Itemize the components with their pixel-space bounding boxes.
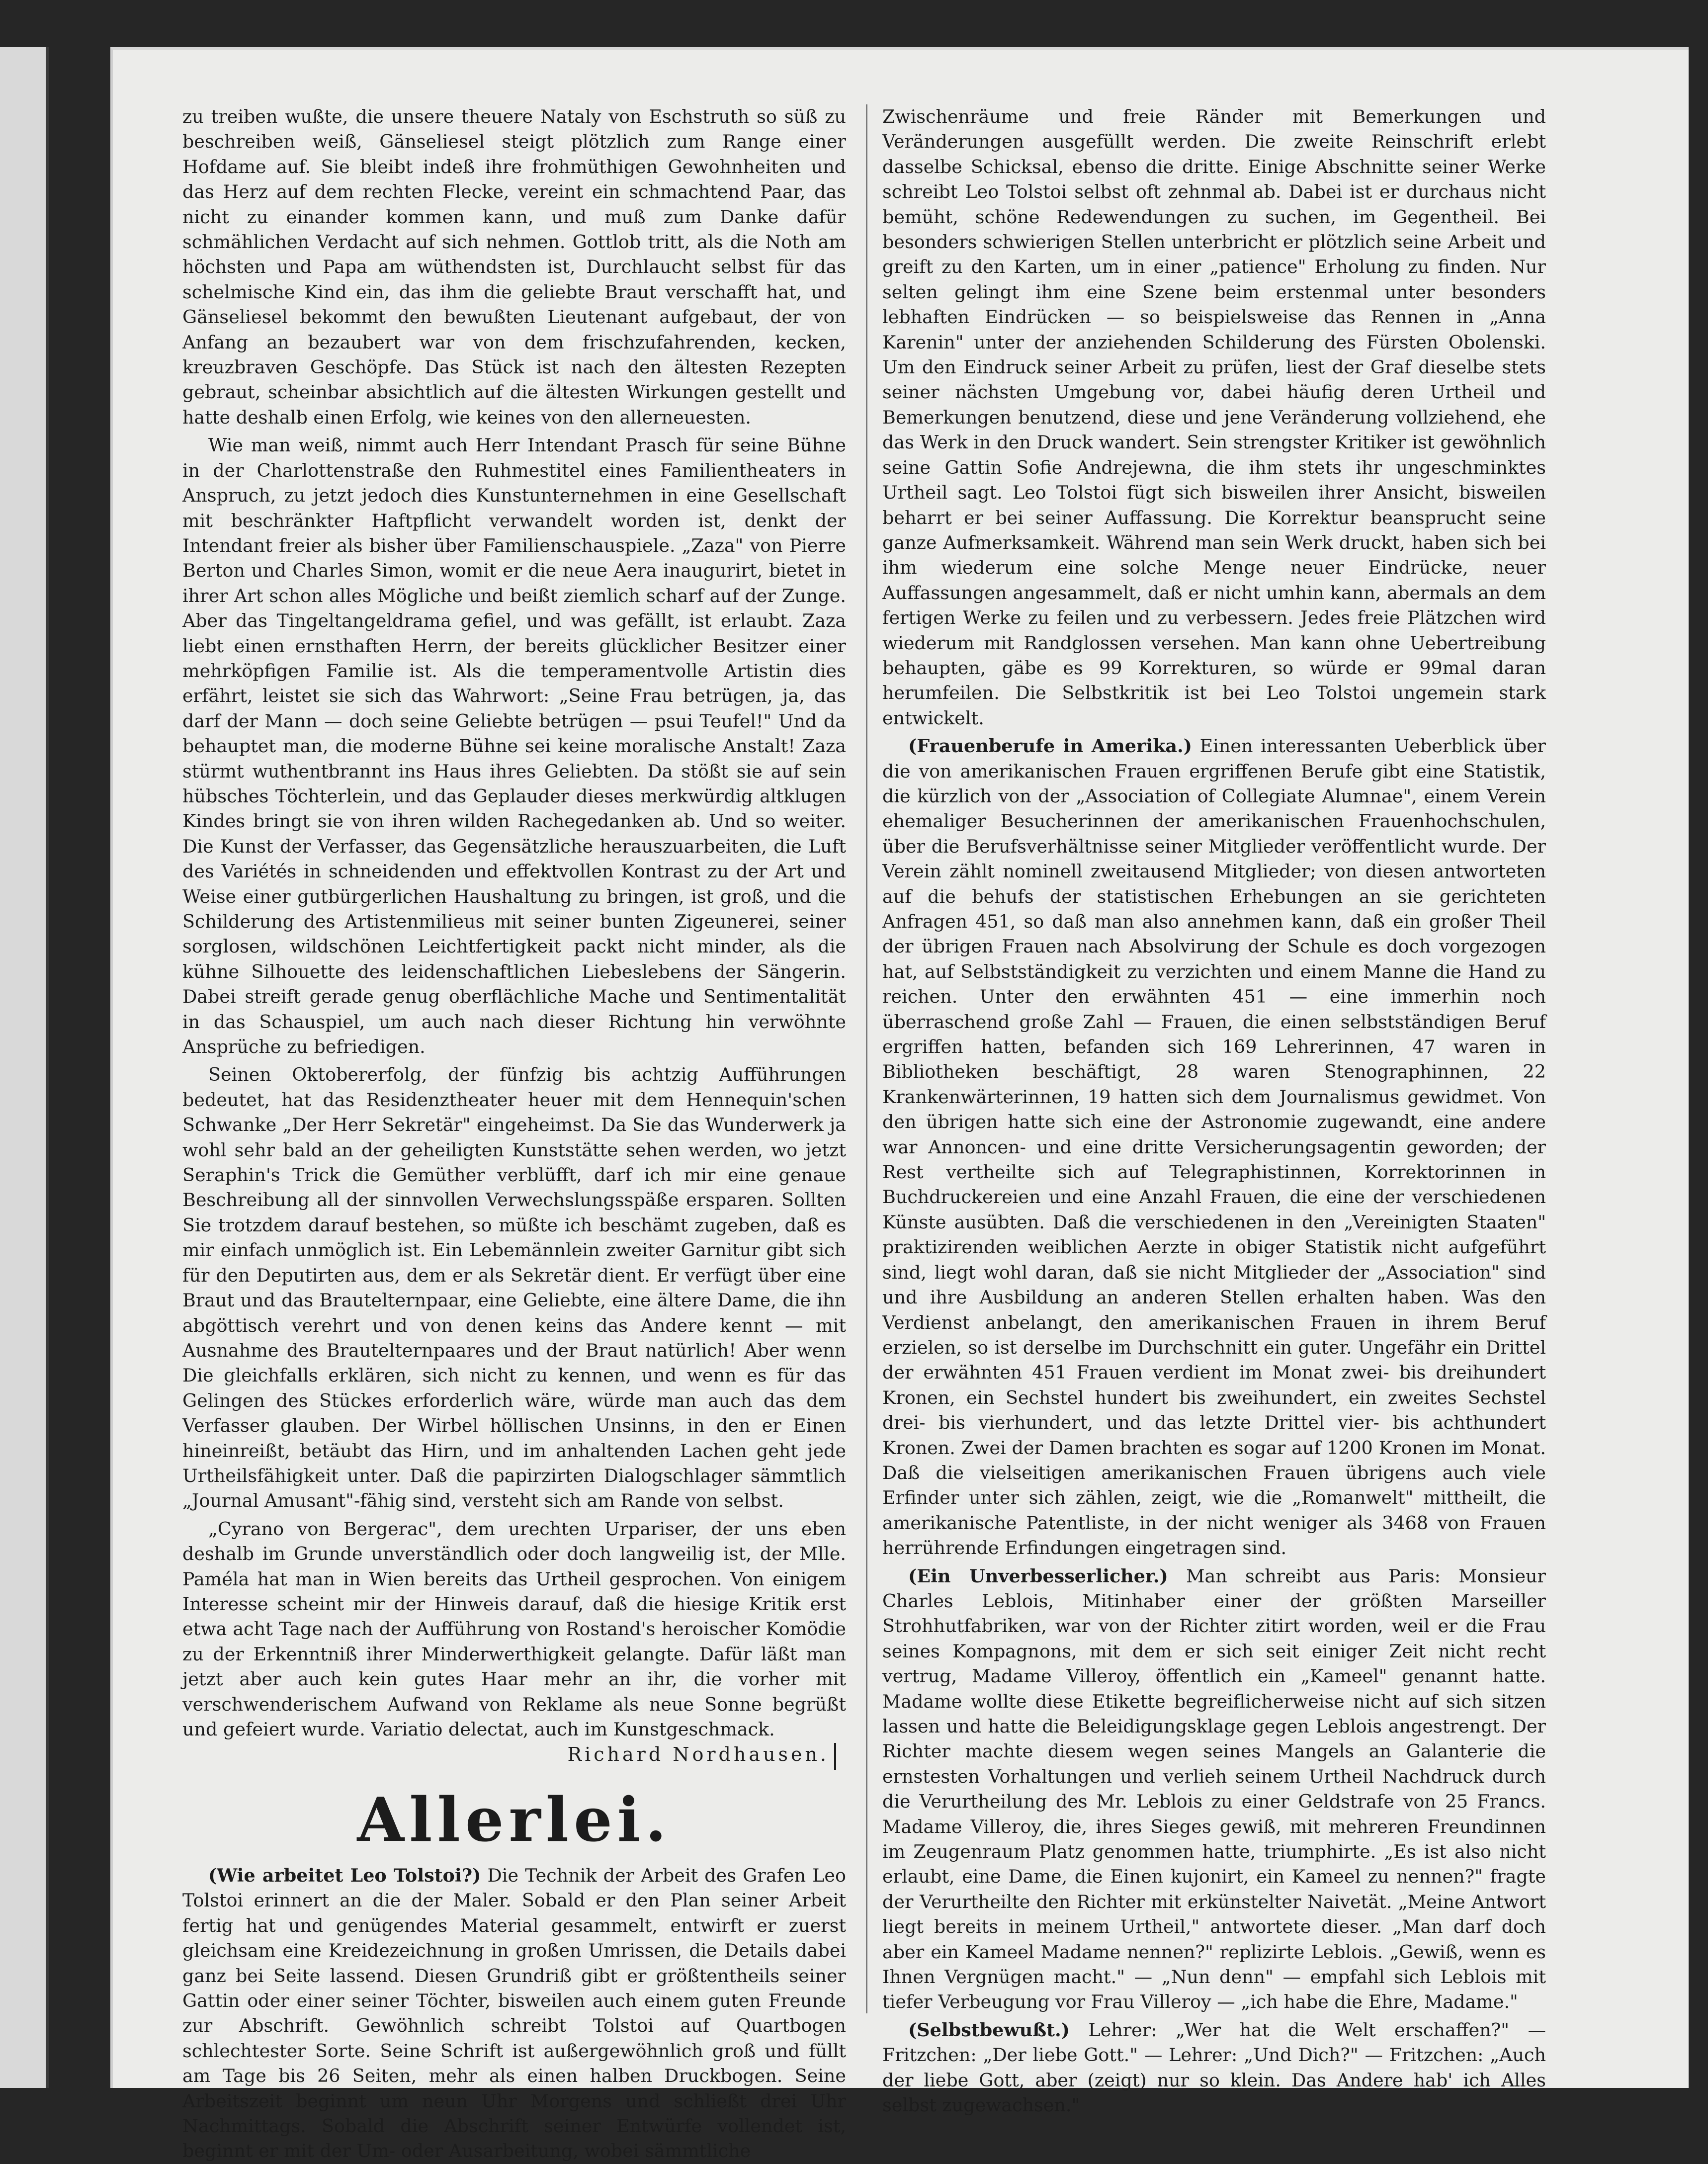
right-column <box>882 104 1546 2118</box>
article-heading: (Ein Unverbesserlicher.) <box>908 1565 1168 1587</box>
article-heading: (Wie arbeitet Leo Tolstoi?) <box>208 1864 481 1886</box>
article-selbstbewusst <box>882 2018 1546 2118</box>
paragraph: Zwischenräume und freie Ränder mit Bemerkungen und Veränderungen ausgefüllt werden. Die zweite Reinschrift erlebt dasselbe Schicksal, ebenso die dritte. Einige Abschnitte seiner Werke schreibt Leo Tolstoi selbst oft zehnmal ab. Dabei ist er durchaus nicht bemüht, schöne Redewendungen zu suchen, im Gegentheil. Bei besonders schwierigen Stellen unterbricht er plötzlich seine Arbeit und greift zu den Karten, um in einer „patience" Erholung zu finden. Nur selten gelingt ihm eine Szene beim erstenmal unter besonders lebhaften Eindrücken — so beispielsweise das Rennen in „Anna Karenin" unter der anziehenden Schilderung des Fürsten Obolenski. Um den Eindruck seiner Arbeit zu prüfen, liest der Graf dieselbe stets seiner nächsten Umgebung vor, dabei häufig deren Urtheil und Bemerkungen benutzend, diese und jene Veränderung vollziehend, ehe das Werk in den Druck wandert. Sein strengster Kritiker ist gewöhnlich seine Gattin Sofie Andrejewna, die ihm stets ihr ungeschminktes Urtheil sagt. Leo Tolstoi fügt sich bisweilen ihrer Ansicht, bisweilen beharrt er bei seiner Auffassung. Die Korrektur beansprucht seine ganze Aufmerksamkeit. Während man sein Werk druckt, haben sich bei ihm wiederum eine solche Menge neuer Eindrücke, neuer Auffassungen angesammelt, daß er nicht umhin kann, abermals an dem fertigen Werke zu feilen und zu verbessern. Jedes freie Plätzchen wird wiederum mit Randglossen versehen. Man kann ohne Uebertreibung behaupten, gäbe es 99 Korrekturen, so würde er 99mal daran herumfeilen. Die Selbstkritik ist bei Leo Tolstoi ungemein stark entwickelt. <box>882 106 1546 729</box>
paragraph: „Cyrano von Bergerac", dem urechten Urpariser, der uns eben deshalb im Grunde unverständlich oder doch langweilig ist, der Mlle. Paméla hat man in Wien bereits das Urtheil gesprochen. Von einigem Interesse scheint mir der Hinweis darauf, daß die hiesige Kritik erst etwa acht Tage nach der Aufführung von Rostand's heroischer Komödie zu der Erkenntniß ihrer Minderwerthigkeit gelangte. Dafür läßt man jetzt aber auch kein gutes Haar mehr an ihr, die vorher mit verschwenderischem Aufwand von Reklame als neue Sonne begrüßt und gefeiert wurde. Variatio delectat, auch im Kunstgeschmack. <box>182 1518 846 1740</box>
column-divider <box>866 104 867 2013</box>
end-bar <box>834 1743 836 1770</box>
article-body: Die Technik der Arbeit des Grafen Leo Tolstoi erinnert an die der Maler. Sobald er den Plan seiner Arbeit fertig hat und genügendes Material gesammelt, entwirft er zuerst gleichsam eine Kreidezeichnung in großen Umrissen, die Details dabei ganz bei Seite lassend. Diesen Grundriß gibt er größtentheils seiner Gattin oder einer seiner Töchter, bisweilen auch einem guten Freunde zur Abschrift. Gewöhnlich schreibt Tolstoi auf Quartbogen schlechtester Sorte. Seine Schrift ist außergewöhnlich groß und füllt am Tage bis 26 Seiten, mehr als einen halben Druckbogen. Seine Arbeitszeit beginnt um neun Uhr Morgens und schließt drei Uhr Nachmittags. Sobald die Abschrift seiner Entwürfe vollendet ist, beginnt er mit der Um- oder Ausarbeitung, wobei sämmtliche <box>182 1864 846 2162</box>
article-body: Einen interessanten Ueberblick über die von amerikanischen Frauen ergriffenen Berufe gibt eine Statistik, die kürzlich von der „Association of Collegiate Alumnae", einem Verein ehemaliger Besucherinnen der amerikanischen Frauenhochschulen, über die Berufsverhältnisse seiner Mitglieder veröffentlicht wurde. Der Verein zählt nominell zweitausend Mitglieder; von diesen antworteten auf die behufs der statistischen Erhebungen an sie gerichteten Anfragen 451, so daß man also annehmen kann, daß ein großer Theil der übrigen Frauen nach Absolvirung der Schule es doch vorgezogen hat, auf Selbstständigkeit zu verzichten und einem Manne die Hand zu reichen. Unter den erwähnten 451 — eine immerhin noch überraschend große Zahl — Frauen, die einen selbstständigen Beruf ergriffen hatten, befanden sich 169 Lehrerinnen, 47 waren in Bibliotheken beschäftigt, 28 waren Stenographinnen, 22 Krankenwärterinnen, 19 hatten sich dem Journalismus gewidmet. Von den übrigen hatte sich eine der Astronomie zugewandt, eine andere war Annoncen- und eine dritte Versicherungsagentin geworden; der Rest vertheilte sich auf Telegraphistinnen, Korrektorinnen in Buchdruckereien und eine Anzahl Frauen, die eine der verschiedenen Künste ausübten. Daß die verschiedenen in den „Vereinigten Staaten" praktizirenden weiblichen Aerzte in obiger Statistik nicht aufgeführt sind, liegt wohl daran, daß sie nicht Mitglieder der „Association" sind und ihre Ausbildung an anderen Stellen erhalten haben. Was den Verdienst anbelangt, den amerikanischen Frauen in ihrem Beruf erzielen, so ist derselbe im Durchschnitt ein guter. Ungefähr ein Drittel der erwähnten 451 Frauen verdient im Monat zwei- bis dreihundert Kronen, ein Sechstel hundert bis zweihundert, ein zweites Sechstel drei- bis vierhundert, und das letzte Drittel vier- bis achthundert Kronen. Zwei der Damen brachten es sogar auf 1200 Kronen im Monat. Daß die vielseitigen amerikanischen Frauen übrigens auch viele Erfinder unter sich zählen, zeigt, wie die „Romanwelt" mittheilt, die amerikanische Patentliste, in der nicht weniger als 3468 von Frauen herrührende Erfindungen eingetragen sind. <box>882 735 1546 1559</box>
paragraph: Wie man weiß, nimmt auch Herr Intendant Prasch für seine Bühne in der Charlottenstraße den Ruhmestitel eines Familientheaters in Anspruch, zu jetzt jedoch dies Kunstunternehmen in eine Gesellschaft mit beschränkter Haftpflicht verwandelt worden ist, denkt der Intendant freier als bisher über Familienschauspiele. „Zaza" von Pierre Berton und Charles Simon, womit er die neue Aera inaugurirt, bietet in ihrer Art schon alles Mögliche und beißt ziemlich scharf auf der Zunge. Aber das Tingeltangeldrama gefiel, und was gefällt, ist erlaubt. Zaza liebt einen ernsthaften Herrn, der bereits glücklicher Besitzer einer mehrköpfigen Familie ist. Als die temperamentvolle Artistin dies erfährt, leistet sie sich das Wahrwort: „Seine Frau betrügen, ja, das darf der Mann — doch seine Geliebte betrügen — psui Teufel!" Und da behauptet man, die moderne Bühne sei keine moralische Anstalt! Zaza stürmt wuthentbrannt ins Haus ihres Geliebten. Da stößt sie auf sein hübsches Töchterlein, und das Geplauder dieses merkwürdig altklugen Kindes bringt sie von ihren wilden Rachegedanken ab. Und so weiter. Die Kunst der Verfasser, das Gegensätzliche herauszuarbeiten, die Luft des Variétés in schneidenden und effektvollen Kontrast zu der Art und Weise einer gutbürgerlichen Haushaltung zu bringen, ist groß, und die Schilderung des Artistenmilieus mit seiner bunten Zigeunerei, seiner sorglosen, wildschönen Leichtfertigkeit packt nicht minder, als die kühne Silhouette des leidenschaftlichen Liebeslebens der Sängerin. Dabei streift gerade genug oberflächliche Mache und Sentimentalität in das Schauspiel, um auch nach dieser Richtung hin verwöhnte Ansprüche zu befriedigen. <box>182 434 846 1058</box>
article-heading: (Selbstbewußt.) <box>908 2019 1070 2041</box>
paragraph: Seinen Oktobererfolg, der fünfzig bis achtzig Aufführungen bedeutet, hat das Residenztheater heuer mit dem Hennequin'schen Schwanke „Der Herr Sekretär" eingeheimst. Da Sie das Wunderwerk ja wohl sehr bald an der geheiligten Kunststätte sehen werden, wo jetzt Seraphin's Trick die Gemüther verblüfft, darf ich mir eine genaue Beschreibung all der sinnvollen Verwechslungsspäße ersparen. Sollten Sie trotzdem darauf bestehen, so müßte ich beschämt zugeben, daß es mir einfach unmöglich ist. Ein Lebemännlein zweiter Garnitur gibt sich für den Deputirten aus, dem er als Sekretär dient. Er verfügt über eine Braut und das Brautelternpaar, eine Geliebte, eine ältere Dame, die ihn abgöttisch verehrt und von denen keins das Andere kennt — mit Ausnahme des Brautelternpaares und der Braut natürlich! Aber wenn Die gleichfalls erklären, sich nicht zu kennen, und wenn es für das Gelingen des Stückes erforderlich wäre, würde man auch das dem Verfasser glauben. Der Wirbel höllischen Unsinns, in den er Einen hineinreißt, betäubt das Hirn, und im anhaltenden Lachen geht jede Urtheilsfähigkeit unter. Daß die papirzirten Dialogschlager sämmtlich „Journal Amusant"-fähig sind, versteht sich am Rande von selbst. <box>182 1064 846 1512</box>
article-frauenberufe <box>882 734 1546 1560</box>
article-body: Lehrer: „Wer hat die Welt erschaffen?" — Fritzchen: „Der liebe Gott." — Lehrer: „Und Dich?" — Fritzchen: „Auch der liebe Gott, aber (zeigt) nur so klein. Das Andere hab' ich Alles selbst zugewachsen." <box>882 2019 1546 2116</box>
article-tolstoi <box>182 1863 846 2164</box>
article-body: Man schreibt aus Paris: Monsieur Charles Leblois, Mitinhaber einer der größten Marseiller Strohhutfabriken, war von der Richter zitirt worden, weil er die Frau seines Kompagnons, mit dem er sich seit einiger Zeit nicht recht vertrug, Madame Villeroy, öffentlich ein „Kameel" genannt hatte. Madame wollte diese Etikette begreiflicherweise nicht auf sich sitzen lassen und hatte die Beleidigungsklage gegen Leblois angestrengt. Der Richter machte diesem wegen seines Mangels an Galanterie die ernstesten Vorhaltungen und verlieh seinem Urtheil Nachdruck durch die Verurtheilung des Mr. Leblois zu einer Geldstrafe von 25 Francs. Madame Villeroy, die, ihres Sieges gewiß, mit mehreren Freundinnen im Zeugenraum Platz genommen hatte, triumphirte. „Es ist also nicht erlaubt, eine Dame, die Einen kujonirt, ein Kameel zu nennen?" fragte der Verurtheilte den Richter mit erkünstelter Naivetät. „Meine Antwort liegt bereits in meinem Urtheil," antwortete dieser. „Man darf doch aber ein Kameel Madame nennen?" replizirte Leblois. „Gewiß, wenn es Ihnen Vergnügen macht." — „Nun denn" — empfahl sich Leblois mit tiefer Verbeugung vor Frau Villeroy — „ich habe die Ehre, Madame." <box>882 1565 1546 2013</box>
author-signature: Richard Nordhausen. <box>182 1742 846 1770</box>
article-unverbesserlicher <box>882 1564 1546 2015</box>
paragraph: zu treiben wußte, die unsere theuere Nataly von Eschstruth so süß zu beschreiben weiß, Gänseliesel steigt plötzlich zum Range einer Hofdame auf. Sie bleibt indeß ihre frohmüthigen Gewohnheiten und das Herz auf dem rechten Flecke, vereint ein schmachtend Paar, das nicht zu einander kommen kann, und muß zum Danke dafür schmählichen Verdacht auf sich nehmen. Gottlob tritt, als die Noth am höchsten und Papa am wüthendsten ist, Durchlaucht selbst für das schelmische Kind ein, das ihm die geliebte Braut verschafft hat, und Gänseliesel bekommt den bewußten Lieutenant aufgebaut, der von Anfang an bezaubert war von dem frischzufahrenden, kecken, kreuzbraven Geschöpfe. Das Stück ist nach den ältesten Rezepten gebraut, scheinbar absichtlich auf die ältesten Wirkungen gestellt und hatte deshalb einen Erfolg, wie keines von den allerneuesten. <box>182 106 846 428</box>
newspaper-page <box>110 47 1689 2162</box>
left-column <box>182 104 846 2164</box>
adjacent-page-edge <box>0 47 49 2088</box>
section-title: Allerlei. <box>357 1783 672 1855</box>
article-heading: (Frauenberufe in Amerika.) <box>908 735 1192 757</box>
